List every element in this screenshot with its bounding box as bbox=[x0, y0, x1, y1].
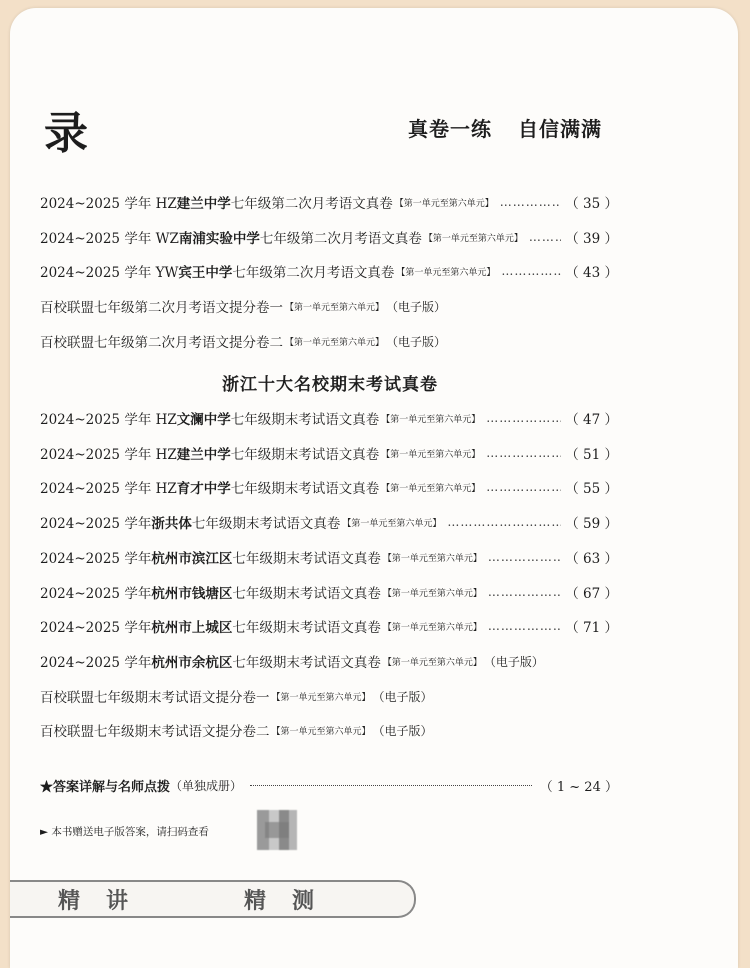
footer-band bbox=[10, 880, 416, 918]
toc-entry[interactable] bbox=[40, 718, 618, 742]
entry-page-number: （ 35 ） bbox=[565, 196, 618, 212]
entry-page-number: （ 71 ） bbox=[565, 620, 618, 636]
toc-entry[interactable] bbox=[40, 510, 618, 534]
leader-dots bbox=[488, 585, 561, 599]
entry-year: 2024~2025 学年 HZ bbox=[40, 447, 177, 463]
contents-title-char: 录 bbox=[44, 108, 88, 159]
entry-edition: （电子版） bbox=[483, 654, 544, 669]
toc-entry[interactable] bbox=[40, 441, 618, 465]
entry-school: 杭州市滨江区 bbox=[151, 551, 233, 567]
entry-year: 2024~2025 学年 bbox=[40, 551, 152, 567]
entry-school: 浙共体 bbox=[151, 516, 192, 532]
entry-title: 百校联盟七年级第二次月考语文提分卷二 bbox=[40, 335, 283, 351]
entry-school: 建兰中学 bbox=[176, 447, 231, 463]
footer-right-label: 精测 bbox=[244, 887, 341, 914]
entry-page-number: （ 43 ） bbox=[565, 265, 618, 281]
entry-unit-tag: 【第一单元至第六单元】 bbox=[382, 657, 482, 668]
entry-year: 2024~2025 学年 bbox=[40, 586, 152, 602]
answer-label: ★答案详解与名师点拨 bbox=[40, 779, 171, 795]
leader-dots bbox=[486, 411, 561, 425]
toc-entry[interactable] bbox=[40, 190, 618, 214]
entry-unit-tag: 【第一单元至第六单元】 bbox=[271, 726, 371, 737]
toc-entry[interactable] bbox=[40, 225, 618, 249]
entry-unit-tag: 【第一单元至第六单元】 bbox=[381, 483, 481, 494]
entry-year: 2024~2025 学年 WZ bbox=[40, 231, 179, 247]
entry-school: 杭州市上城区 bbox=[151, 620, 233, 636]
entry-title: 七年级期末考试语文真卷 bbox=[232, 620, 381, 636]
leader-dots bbox=[486, 480, 561, 494]
entry-title: 七年级期末考试语文真卷 bbox=[230, 412, 380, 428]
entry-title: 百校联盟七年级期末考试语文提分卷二 bbox=[40, 724, 270, 740]
entry-title: 七年级第二次月考语文真卷 bbox=[259, 231, 422, 247]
entry-year: 2024~2025 学年 YW bbox=[40, 265, 179, 281]
entry-title: 七年级期末考试语文真卷 bbox=[230, 481, 380, 497]
toc-entry[interactable] bbox=[40, 294, 618, 318]
entry-title: 七年级期末考试语文真卷 bbox=[191, 516, 341, 532]
toc-entry[interactable] bbox=[40, 475, 618, 499]
entry-edition: （电子版） bbox=[386, 299, 447, 314]
entry-edition: （电子版） bbox=[372, 723, 433, 738]
entry-page-number: （ 47 ） bbox=[565, 412, 618, 428]
entry-edition: （电子版） bbox=[386, 334, 447, 349]
entry-year: 2024~2025 学年 bbox=[40, 655, 152, 671]
entry-year: 2024~2025 学年 bbox=[40, 516, 152, 532]
leader-dots bbox=[447, 515, 561, 529]
entry-page-number: （ 39 ） bbox=[565, 231, 618, 247]
entry-page-number: （ 67 ） bbox=[565, 586, 618, 602]
slogan: 真卷一练 自信满满 bbox=[408, 117, 602, 141]
entry-year: 2024~2025 学年 bbox=[40, 620, 152, 636]
answer-page-range: （ 1 ~ 24 ） bbox=[539, 779, 618, 795]
entry-school: 杭州市余杭区 bbox=[151, 655, 233, 671]
leader-dots bbox=[486, 446, 561, 460]
entry-unit-tag: 【第一单元至第六单元】 bbox=[382, 588, 482, 599]
entry-page-number: （ 63 ） bbox=[565, 551, 618, 567]
entry-title: 七年级期末考试语文真卷 bbox=[232, 586, 381, 602]
entry-title: 百校联盟七年级第二次月考语文提分卷一 bbox=[40, 300, 283, 316]
answer-sub: （单独成册） bbox=[170, 778, 243, 793]
entry-unit-tag: 【第一单元至第六单元】 bbox=[271, 692, 371, 703]
entry-school: 南浦实验中学 bbox=[178, 231, 260, 247]
toc-entry[interactable] bbox=[40, 259, 618, 283]
entry-school: 杭州市钱塘区 bbox=[151, 586, 233, 602]
entry-school: 育才中学 bbox=[176, 481, 231, 497]
toc-entry[interactable] bbox=[40, 329, 618, 353]
entry-unit-tag: 【第一单元至第六单元】 bbox=[342, 518, 442, 529]
leader-dots bbox=[488, 550, 561, 564]
qr-code-icon[interactable] bbox=[257, 810, 297, 850]
toc-entry[interactable] bbox=[40, 580, 618, 604]
entry-title: 七年级第二次月考语文真卷 bbox=[232, 265, 395, 281]
entry-unit-tag: 【第一单元至第六单元】 bbox=[382, 622, 482, 633]
toc-entry[interactable] bbox=[40, 649, 618, 673]
section-title: 浙江十大名校期末考试真卷 bbox=[222, 375, 438, 395]
entry-unit-tag: 【第一单元至第六单元】 bbox=[381, 449, 481, 460]
entry-page-number: （ 55 ） bbox=[565, 481, 618, 497]
entry-unit-tag: 【第一单元至第六单元】 bbox=[394, 198, 494, 209]
entry-title: 七年级期末考试语文真卷 bbox=[232, 551, 381, 567]
entry-page-number: （ 59 ） bbox=[565, 516, 618, 532]
entry-title: 百校联盟七年级期末考试语文提分卷一 bbox=[40, 690, 270, 706]
entry-title: 七年级期末考试语文真卷 bbox=[230, 447, 380, 463]
entry-page-number: （ 51 ） bbox=[565, 447, 618, 463]
entry-school: 文澜中学 bbox=[176, 412, 231, 428]
footer-left-label: 精讲 bbox=[58, 887, 155, 914]
entry-school: 宾王中学 bbox=[178, 265, 233, 281]
leader-dots bbox=[500, 195, 561, 209]
entry-school: 建兰中学 bbox=[176, 196, 231, 212]
leader-rule bbox=[250, 785, 532, 786]
toc-entry[interactable] bbox=[40, 406, 618, 430]
toc-entry[interactable] bbox=[40, 614, 618, 638]
leader-dots bbox=[488, 619, 561, 633]
entry-unit-tag: 【第一单元至第六单元】 bbox=[382, 553, 482, 564]
entry-unit-tag: 【第一单元至第六单元】 bbox=[396, 267, 496, 278]
entry-year: 2024~2025 学年 HZ bbox=[40, 412, 177, 428]
entry-title: 七年级期末考试语文真卷 bbox=[232, 655, 381, 671]
entry-unit-tag: 【第一单元至第六单元】 bbox=[285, 302, 385, 313]
entry-edition: （电子版） bbox=[372, 689, 433, 704]
entry-unit-tag: 【第一单元至第六单元】 bbox=[381, 414, 481, 425]
entry-year: 2024~2025 学年 HZ bbox=[40, 196, 177, 212]
answer-entry[interactable] bbox=[40, 773, 618, 797]
toc-entry[interactable] bbox=[40, 684, 618, 708]
qr-note: ► 本书赠送电子版答案，请扫码查看 bbox=[40, 826, 209, 838]
toc-entry[interactable] bbox=[40, 545, 618, 569]
leader-dots bbox=[529, 230, 561, 244]
entry-unit-tag: 【第一单元至第六单元】 bbox=[423, 233, 523, 244]
entry-title: 七年级第二次月考语文真卷 bbox=[230, 196, 393, 212]
leader-dots bbox=[501, 264, 561, 278]
entry-year: 2024~2025 学年 HZ bbox=[40, 481, 177, 497]
entry-unit-tag: 【第一单元至第六单元】 bbox=[285, 337, 385, 348]
